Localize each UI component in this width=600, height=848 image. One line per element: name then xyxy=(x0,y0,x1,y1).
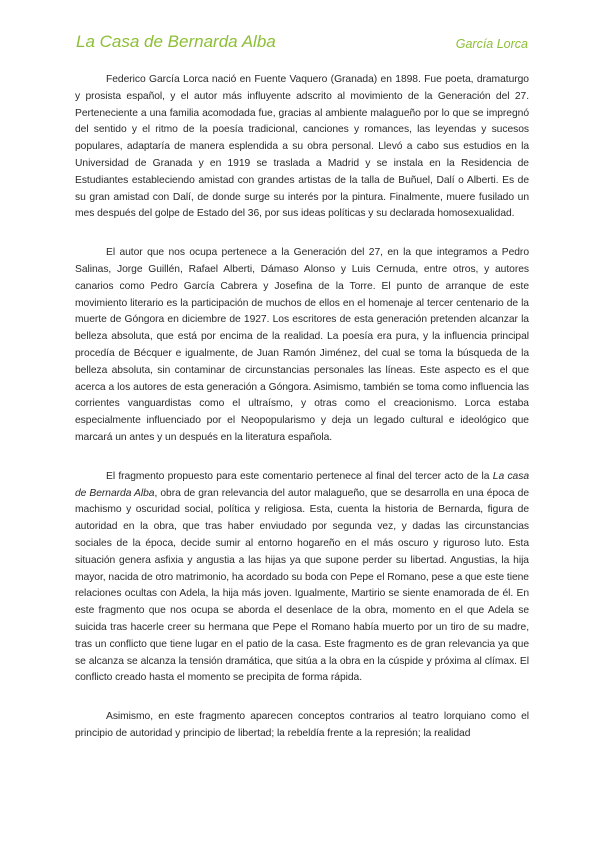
paragraph-biography: Federico García Lorca nació en Fuente Vaquero (Granada) en 1898. Fue poeta, dramaturgo y prosista español, y el autor más influyente adscrito al movimiento de la Generación del 27. Perteneciente a una familia acomodada fue, gracias al ambiente malagueño por lo que se impregnó del sentido y el ritmo de la poesía tradicional, canciones y romances, las leyendas y sucesos populares, adaptaría de manera esplendida a su obra personal. Llevó a cabo sus estudios en la Universidad de Granada y en 1919 se traslada a Madrid y se instala en la Residencia de Estudiantes estableciendo amistad con grandes artistas de la talla de Buñuel, Dalí o Alberti. Es de su gran amistad con Dalí, de donde surge su interés por la pintura. Finalmente, muere fusilado un mes después del golpe de Estado del 36, por sus ideas políticas y su declarada homosexualidad. xyxy=(75,74,529,220)
document-title: La Casa de Bernarda Alba xyxy=(76,32,276,51)
page-header xyxy=(76,32,528,56)
paragraph-generation-27: El autor que nos ocupa pertenece a la Generación del 27, en la que integramos a Pedro Salinas, Jorge Guillén, Rafael Alberti, Dámaso Alonso y Luis Cernuda, entre otros, y autores canarios como Pedro García Cabrera y Josefina de la Torre. El punto de arranque de este movimiento literario es la participación de muchos de ellos en el homenaje al tercer centenario de la muerte de Góngora en diciembre de 1927. Los escritores de esta generación pretenden alcanzar la belleza absoluta, que está por encima de la realidad. La poesía era pura, y la influencia principal procedía de Bécquer e igualmente, de Juan Ramón Jiménez, del cual se toma la búsqueda de la belleza absoluta, sin contaminar de circunstancias personales las líneas. Este aspecto es el que acerca a los autores de esta generación a Góngora. Asimismo, también se toma como influencia las corrientes vanguardistas como el ultraísmo, y otras como el creacionismo. Lorca estaba especialmente influenciado por el Neopopularismo y deja un legado cultural e ideológico que marcará un antes y un después en la literatura española. xyxy=(75,247,529,443)
work-title: La casa de Bernarda Alba xyxy=(75,470,529,499)
document-author: García Lorca xyxy=(455,37,528,51)
paragraph-fragment: El fragmento propuesto para este comentario pertenece al final del tercer acto de la La casa de Bernarda Alba, obra de gran relevancia del autor malagueño, que se desarrolla en una época de machismo y oscuridad social, política y religiosa. Esta, cuenta la historia de Bernarda, figura de autoridad en la obra, que tras haber enviudado por segunda vez, y dadas las circunstancias sociales de la época, decide sumir al entorno hogareño en el más oscuro y riguroso luto. Esta situación genera asfixia y angustia a las hijas ya que supone perder su libertad. Angustias, la hija mayor, nacida de otro matrimonio, ha acordado su boda con Pepe el Romano, pese a que este tiene relaciones ocultas con Adela, la hija más joven. Igualmente, Martirio se siente enamorada de él. En este fragmento que nos ocupa se aborda el desenlace de la obra, momento en el que Adela se suicida tras hacerle creer su hermana que Pepe el Romano había muerto por un tiro de su madre, tras un conflicto que tiene lugar en el patio de la casa. Este fragmento es de gran relevancia ya que se alcanza se alcanza la tensión dramática, que sitúa a la obra en la cúspide y próxima al clímax. El conflicto creado hasta el momento se precipita de forma rápida. xyxy=(75,470,530,684)
paragraph-concepts: Asimismo, en este fragmento aparecen conceptos contrarios al teatro lorquiano como el principio de autoridad y principio de libertad; la rebeldía frente a la represión; la realidad xyxy=(75,711,529,739)
document-body xyxy=(75,72,529,743)
